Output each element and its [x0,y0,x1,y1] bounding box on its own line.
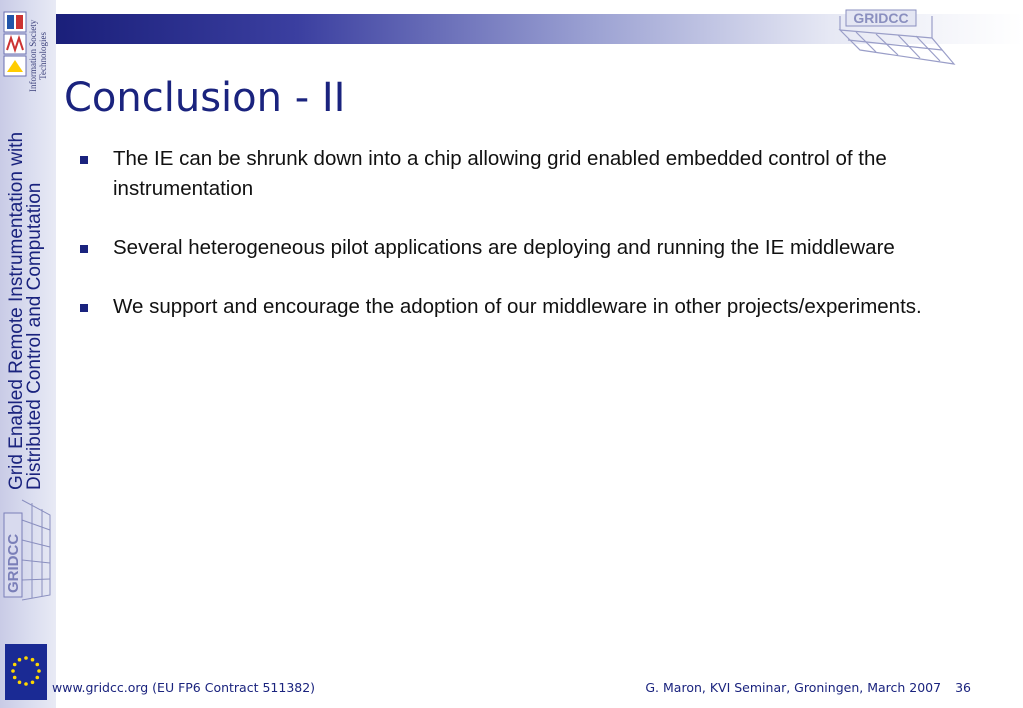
bullet-text: Several heterogeneous pilot applications are deploying and running the IE middleware [113,236,895,259]
ist-logo-icon [3,10,27,78]
bullet-text: We support and encourage the adoption of our middleware in other projects/experiments. [113,295,922,318]
footer-author: G. Maron, KVI Seminar, Groningen, March 2007 [645,680,942,695]
eu-flag-icon [5,644,47,700]
list-item [80,292,960,322]
square-bullet-icon [80,156,88,164]
list-item [80,233,960,263]
svg-text:GRIDCC: GRIDCC [5,533,22,593]
gridcc-top-logo-icon [836,8,958,70]
svg-text:GRIDCC: GRIDCC [853,10,909,26]
square-bullet-icon [80,304,88,312]
page-number: 36 [955,680,971,695]
left-sidebar-band [0,0,56,708]
slide-title: Conclusion - II [64,75,346,121]
list-item [80,144,960,204]
ist-logo-text: Information Society Technologies [28,19,48,92]
sidebar-title-line1: Grid Enabled Remote Instrumentation with [6,131,27,490]
bullet-list [80,144,960,351]
bullet-text: The IE can be shrunk down into a chip allowing grid enabled embedded control of the instrumentation [113,147,887,200]
footer-credits [645,680,971,695]
gridcc-side-logo-icon [2,495,54,605]
sidebar-title-line2: Distributed Control and Computation [24,182,45,490]
footer-website: www.gridcc.org (EU FP6 Contract 511382) [52,680,316,695]
sidebar-vertical-title [8,132,44,490]
square-bullet-icon [80,245,88,253]
